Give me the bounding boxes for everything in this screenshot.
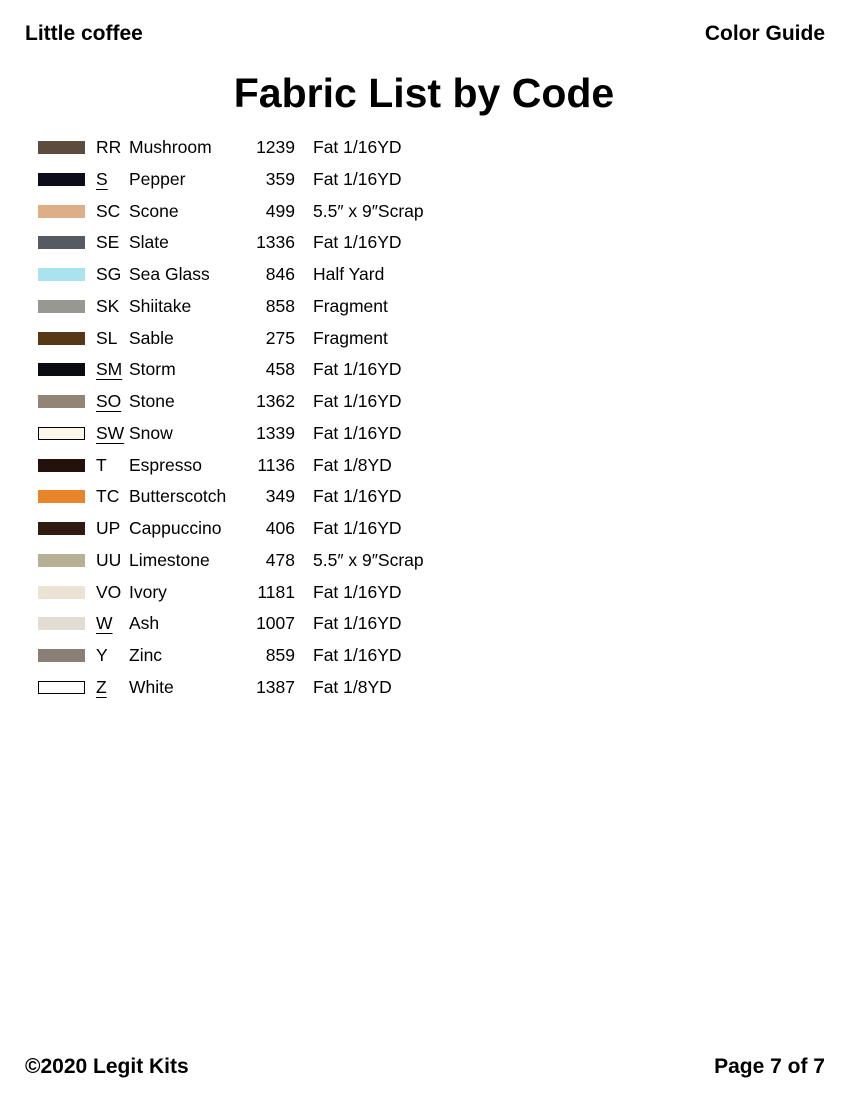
fabric-code: SK [96,295,120,316]
color-swatch [38,617,85,630]
fabric-size: Fat 1/16YD [313,422,402,443]
fabric-row [0,640,848,672]
fabric-size: Fat 1/16YD [313,391,402,411]
fabric-size: 5.5″ x 9″Scrap [313,200,424,221]
fabric-size: Fat 1/16YD [313,486,402,507]
fabric-row [0,291,848,323]
fabric-name: Espresso [129,454,202,475]
fabric-size: Fat 1/16YD [313,359,402,380]
fabric-row [0,450,848,482]
fabric-number: 846 [265,264,295,284]
fabric-code: Z [96,676,107,697]
fabric-row [0,577,848,609]
fabric-size: 5.5″ x 9″Scrap [313,549,424,570]
fabric-code: UU [96,549,122,570]
fabric-size: Fragment [313,327,388,348]
fabric-number: 359 [265,168,295,189]
color-swatch [38,205,85,218]
page-title: Fabric List by Code [233,70,615,116]
color-swatch [38,649,85,662]
color-swatch [38,141,85,154]
fabric-name: Slate [129,232,169,253]
fabric-number: 478 [265,549,295,570]
color-swatch [38,268,85,281]
fabric-size: Fat 1/16YD [313,581,402,602]
fabric-row [0,513,848,545]
fabric-number: 1336 [256,232,295,253]
fabric-number: 1007 [256,613,295,634]
fabric-name: Limestone [129,549,210,570]
fabric-number: 1387 [256,676,295,697]
fabric-row [0,481,848,513]
fabric-name: Stone [129,391,175,411]
fabric-number: 859 [265,645,295,665]
fabric-number: 1181 [257,581,295,602]
fabric-size: Fragment [313,295,388,316]
fabric-size: Fat 1/16YD [313,645,402,665]
fabric-row [0,227,848,259]
color-swatch [38,332,85,345]
fabric-size: Fat 1/16YD [313,518,402,538]
fabric-row [0,132,848,164]
color-swatch [38,236,85,249]
fabric-name: Zinc [129,645,163,665]
fabric-code: S [96,168,108,189]
fabric-code: VO [96,581,122,602]
fabric-code: T [96,454,107,475]
color-swatch [38,427,85,440]
fabric-code: SE [96,232,120,253]
fabric-row [0,354,848,386]
fabric-name: Mushroom [129,137,212,157]
color-swatch [38,681,85,694]
fabric-code: SG [96,264,122,284]
fabric-name: Ivory [129,581,167,602]
fabric-row [0,386,848,418]
fabric-name: Butterscotch [129,486,227,507]
pattern-name: Little coffee [25,22,143,45]
color-swatch [38,363,85,376]
fabric-size: Fat 1/8YD [313,676,392,697]
color-swatch [38,395,85,408]
copyright: ©2020 Legit Kits [25,1055,189,1078]
fabric-size: Fat 1/16YD [313,232,402,253]
fabric-row [0,259,848,291]
fabric-name: White [129,676,174,697]
fabric-number: 1339 [256,422,295,443]
fabric-row [0,323,848,355]
fabric-name: Cappuccino [129,518,222,538]
fabric-size: Half Yard [313,264,385,284]
fabric-row [0,164,848,196]
fabric-number: 275 [265,327,295,348]
fabric-code: RR [96,137,122,157]
fabric-name: Snow [129,422,173,443]
color-swatch [38,173,85,186]
fabric-row [0,418,848,450]
color-swatch [38,459,85,472]
fabric-name: Scone [129,200,179,221]
fabric-code: TC [96,486,120,507]
fabric-size: Fat 1/16YD [313,613,402,634]
fabric-number: 1239 [256,137,295,157]
fabric-number: 1362 [256,391,295,411]
fabric-code: SO [96,391,122,411]
fabric-name: Sea Glass [129,264,210,284]
fabric-number: 499 [265,200,295,221]
fabric-row [0,608,848,640]
fabric-name: Storm [129,359,176,380]
fabric-name: Shiitake [129,295,192,316]
fabric-size: Fat 1/16YD [313,168,402,189]
fabric-name: Pepper [129,168,186,189]
color-swatch [38,554,85,567]
color-swatch [38,586,85,599]
color-swatch [38,490,85,503]
fabric-code: W [96,613,113,634]
fabric-code: Y [96,645,108,665]
fabric-code: SC [96,200,121,221]
fabric-name: Sable [129,327,174,348]
fabric-code: SM [96,359,123,380]
fabric-number: 1136 [257,454,295,475]
fabric-code: UP [96,518,121,538]
color-swatch [38,522,85,535]
fabric-name: Ash [129,613,160,634]
fabric-code: SL [96,327,118,348]
fabric-row [0,196,848,228]
fabric-number: 858 [265,295,295,316]
fabric-size: Fat 1/8YD [313,454,392,475]
page-number: Page 7 of 7 [714,1055,825,1078]
fabric-number: 349 [265,486,295,507]
color-swatch [38,300,85,313]
fabric-code: SW [96,422,125,443]
section-label: Color Guide [704,22,825,45]
fabric-number: 406 [265,518,295,538]
fabric-list [0,132,848,704]
fabric-size: Fat 1/16YD [313,137,402,157]
fabric-row [0,545,848,577]
fabric-row [0,672,848,704]
fabric-number: 458 [265,359,295,380]
